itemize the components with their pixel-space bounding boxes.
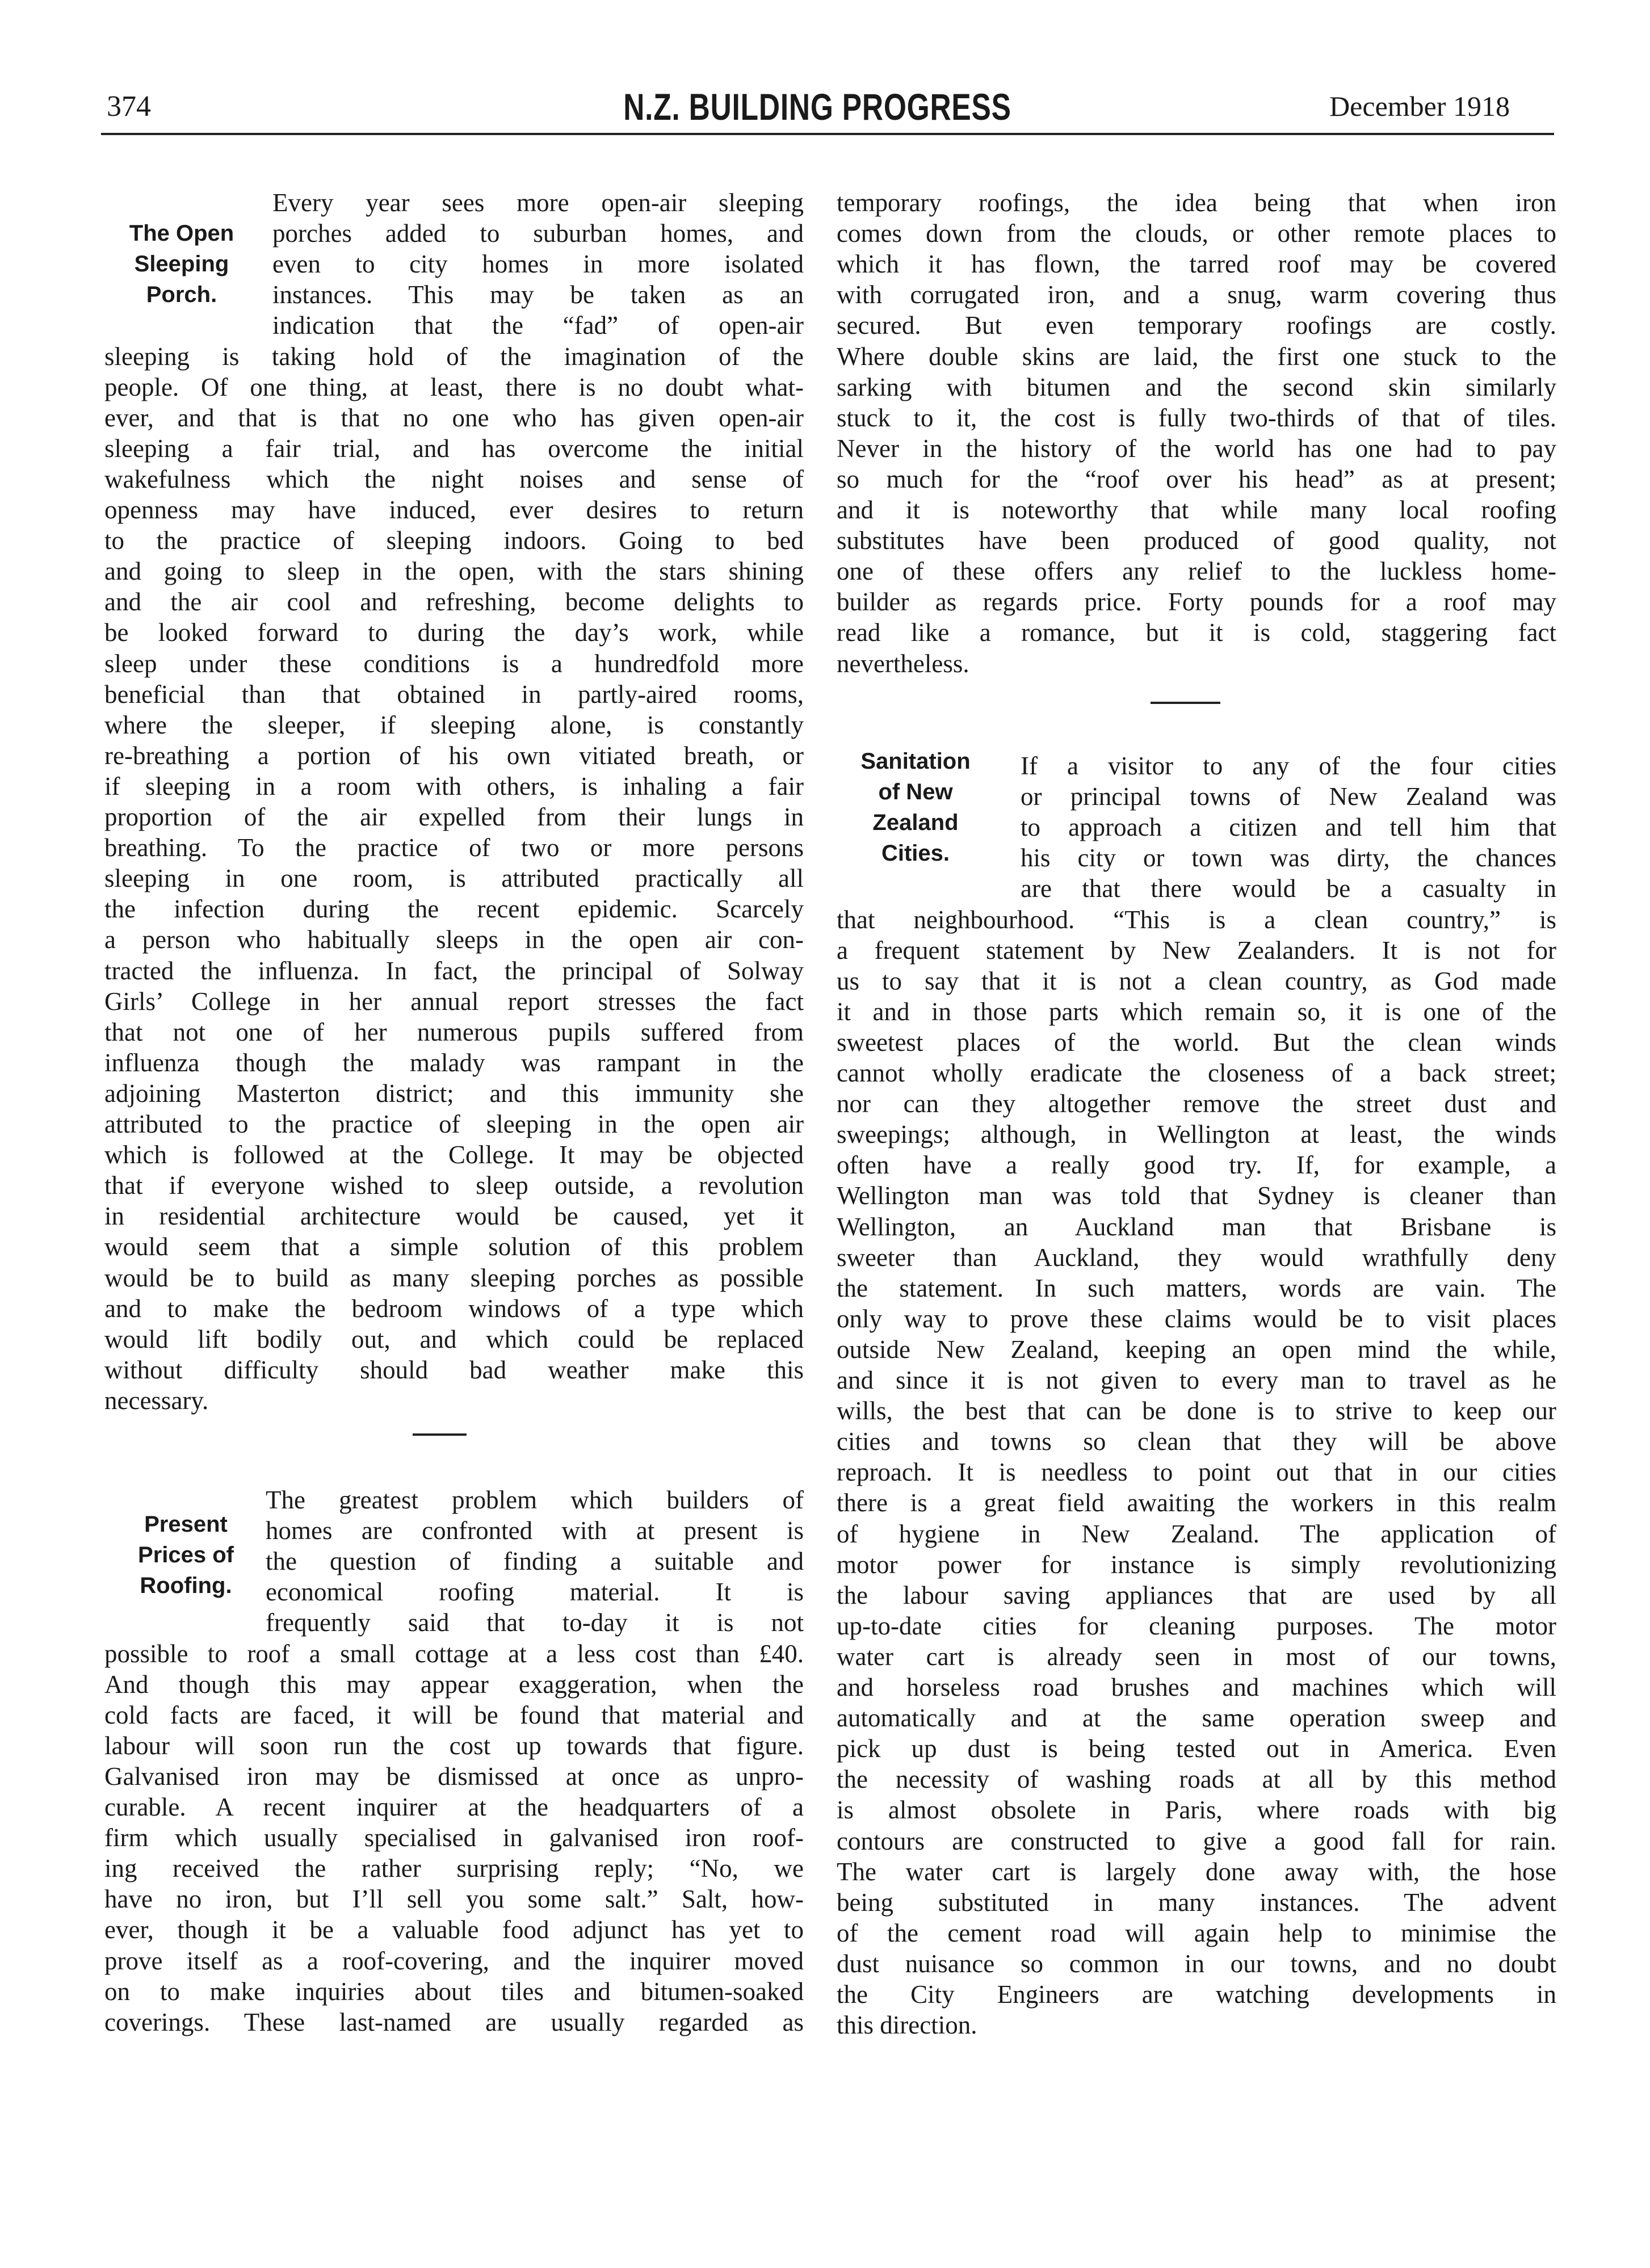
page-number: 374 <box>107 90 151 123</box>
text-line: the City Engineers are watching developments in <box>837 1980 1556 2009</box>
text-line: influenza though the malady was rampant in the <box>104 1048 804 1077</box>
text-line: to the practice of sleeping indoors. Going to bed <box>104 526 804 555</box>
heading-present-prices-of-roofing <box>111 1509 261 1601</box>
text-line: cities and towns so clean that they will be above <box>837 1427 1556 1456</box>
text-line: and horseless road brushes and machines which will <box>837 1673 1556 1701</box>
text-line: the infection during the recent epidemic. Scarcely <box>104 895 804 924</box>
text-line: it and in those parts which remain so, it is one of the <box>837 997 1556 1026</box>
text-line: would seem that a simple solution of this problem <box>104 1232 804 1261</box>
text-line: Wellington man was told that Sydney is cleaner than <box>837 1181 1556 1210</box>
text-line: read like a romance, but it is cold, staggering fact <box>837 618 1556 647</box>
text-line: where the sleeper, if sleeping alone, is constantly <box>104 710 804 739</box>
text-line: sweeter than Auckland, they would wrathfully deny <box>837 1243 1556 1272</box>
text-line: The water cart is largely done away with, the hose <box>837 1857 1556 1886</box>
text-line: people. Of one thing, at least, there is no doubt what- <box>104 372 804 401</box>
text-line: nevertheless. <box>837 649 969 678</box>
text-line: curable. A recent inquirer at the headquarters of a <box>104 1793 804 1821</box>
text-line: without difficulty should bad weather make this <box>104 1355 804 1384</box>
heading-line: of New <box>878 779 953 804</box>
heading-line: Present <box>144 1512 228 1537</box>
text-line: that neighbourhood. “This is a clean country,” is <box>837 905 1556 934</box>
text-line: builder as regards price. Forty pounds for a roof may <box>837 588 1556 617</box>
text-line: Galvanised iron may be dismissed at once as unpro- <box>104 1762 804 1791</box>
text-line: wills, the best that can be done is to strive to keep our <box>837 1397 1556 1426</box>
text-line: Every year sees more open-air sleeping <box>272 188 804 217</box>
text-line: that if everyone wished to sleep outside, a revolution <box>104 1171 804 1200</box>
heading-line: Prices of <box>138 1542 234 1567</box>
text-line: the question of finding a suitable and <box>266 1547 804 1576</box>
text-line: ing received the rather surprising reply; “No, we <box>104 1854 804 1883</box>
text-line: motor power for instance is simply revolutionizing <box>837 1550 1556 1579</box>
text-line: reproach. It is needless to point out that in our cities <box>837 1458 1556 1487</box>
text-line: are that there would be a casualty in <box>1021 874 1556 903</box>
header-rule <box>101 133 1554 135</box>
text-line: openness may have induced, ever desires to return <box>104 496 804 524</box>
text-line: labour will soon run the cost up towards that figure. <box>104 1731 804 1760</box>
text-line: sweepings; although, in Wellington at least, the winds <box>837 1120 1556 1149</box>
text-line: up-to-date cities for cleaning purposes. The motor <box>837 1611 1556 1640</box>
text-line: water cart is already seen in most of our towns, <box>837 1642 1556 1671</box>
text-line: with corrugated iron, and a snug, warm covering thus <box>837 280 1556 309</box>
text-line: the statement. In such matters, words are vain. The <box>837 1273 1556 1302</box>
text-line: only way to prove these claims would be to visit places <box>837 1304 1556 1333</box>
text-line: The greatest problem which builders of <box>266 1486 804 1514</box>
text-line: comes down from the clouds, or other remote places to <box>837 219 1556 248</box>
text-line: firm which usually specialised in galvanised iron roof- <box>104 1823 804 1852</box>
text-line: and going to sleep in the open, with the stars shining <box>104 557 804 586</box>
text-line: indication that the “fad” of open-air <box>272 311 804 340</box>
text-line: economical roofing material. It is <box>266 1578 804 1607</box>
heading-line: Porch. <box>146 282 217 307</box>
text-line: of hygiene in New Zealand. The application of <box>837 1519 1556 1548</box>
text-line: a frequent statement by New Zealanders. It is not for <box>837 936 1556 965</box>
text-line: necessary. <box>104 1386 209 1415</box>
publication-title: N.Z. BUILDING PROGRESS <box>623 86 1011 128</box>
text-line: wakefulness which the night noises and sense of <box>104 464 804 493</box>
heading-line: Roofing. <box>140 1573 232 1598</box>
text-line: possible to roof a small cottage at a less cost than £40. <box>104 1639 804 1668</box>
text-line: of the cement road will again help to minimise the <box>837 1918 1556 1947</box>
heading-line: Sanitation <box>860 749 971 774</box>
text-line: there is a great field awaiting the workers in this realm <box>837 1489 1556 1517</box>
text-line: us to say that it is not a clean country, as God made <box>837 966 1556 995</box>
text-line: to approach a citizen and tell him that <box>1021 813 1556 842</box>
text-line: ever, and that is that no one who has given open-air <box>104 403 804 432</box>
text-line: re-breathing a portion of his own vitiated breath, or <box>104 741 804 770</box>
text-line: would lift bodily out, and which could be replaced <box>104 1324 804 1353</box>
text-line: outside New Zealand, keeping an open mind the while, <box>837 1335 1556 1364</box>
text-line: this direction. <box>837 2011 977 2040</box>
text-line: automatically and at the same operation sweep and <box>837 1704 1556 1733</box>
text-line: even to city homes in more isolated <box>272 250 804 279</box>
text-line: cannot wholly eradicate the closeness of a back street; <box>837 1059 1556 1087</box>
text-line: adjoining Masterton district; and this immunity she <box>104 1079 804 1108</box>
text-line: If a visitor to any of the four cities <box>1021 752 1556 780</box>
text-line: frequently said that to-day it is not <box>266 1608 804 1637</box>
text-line: sleep under these conditions is a hundredfold more <box>104 649 804 678</box>
text-line: attributed to the practice of sleeping in the open air <box>104 1110 804 1138</box>
text-line: and since it is not given to every man to travel as he <box>837 1366 1556 1394</box>
section-divider <box>1151 702 1220 704</box>
text-line: breathing. To the practice of two or more persons <box>104 833 804 862</box>
text-line: on to make inquiries about tiles and bitumen-soaked <box>104 1977 804 2006</box>
heading-line: Cities. <box>881 841 950 866</box>
text-line: instances. This may be taken as an <box>272 280 804 309</box>
text-line: Wellington, an Auckland man that Brisbane is <box>837 1212 1556 1241</box>
text-line: ever, though it be a valuable food adjunct has yet to <box>104 1915 804 1944</box>
text-line: which is followed at the College. It may be objected <box>104 1141 804 1169</box>
text-line: often have a really good try. If, for example, a <box>837 1151 1556 1180</box>
text-line: cold facts are faced, it will be found that material and <box>104 1700 804 1729</box>
text-line: sleeping a fair trial, and has overcome the initial <box>104 434 804 463</box>
text-line: Where double skins are laid, the first one stuck to the <box>837 342 1556 371</box>
text-line: proportion of the air expelled from their lungs in <box>104 803 804 831</box>
text-line: that not one of her numerous pupils suffered from <box>104 1017 804 1046</box>
text-line: stuck to it, the cost is fully two-thirds of that of tiles. <box>837 403 1556 432</box>
text-line: beneficial than that obtained in partly-aired rooms, <box>104 680 804 709</box>
text-line: sweetest places of the world. But the clean winds <box>837 1028 1556 1057</box>
text-line: and to make the bedroom windows of a type which <box>104 1294 804 1323</box>
text-line: sleeping in one room, is attributed practically all <box>104 864 804 893</box>
text-line: secured. But even temporary roofings are costly. <box>837 311 1556 340</box>
text-line: dust nuisance so common in our towns, and no doubt <box>837 1949 1556 1978</box>
text-line: contours are constructed to give a good fall for rain. <box>837 1826 1556 1855</box>
text-line: one of these offers any relief to the luckless home- <box>837 557 1556 586</box>
text-line: sarking with bitumen and the second skin similarly <box>837 372 1556 401</box>
text-line: which it has flown, the tarred roof may be covered <box>837 250 1556 279</box>
heading-open-sleeping-porch <box>105 218 258 310</box>
text-line: have no iron, but I’ll sell you some salt.” Salt, how- <box>104 1885 804 1914</box>
text-line: and the air cool and refreshing, become delights to <box>104 588 804 617</box>
text-line: in residential architecture would be caused, yet it <box>104 1202 804 1231</box>
text-line: and it is noteworthy that while many local roofing <box>837 496 1556 524</box>
text-line: his city or town was dirty, the chances <box>1021 844 1556 873</box>
heading-sanitation-nz-cities <box>839 746 992 869</box>
text-line: is almost obsolete in Paris, where roads with big <box>837 1796 1556 1825</box>
text-line: homes are confronted with at present is <box>266 1516 804 1545</box>
text-line: being substituted in many instances. The advent <box>837 1888 1556 1917</box>
text-line: a person who habitually sleeps in the open air con- <box>104 925 804 954</box>
text-line: prove itself as a roof-covering, and the inquirer moved <box>104 1946 804 1975</box>
text-line: porches added to suburban homes, and <box>272 219 804 248</box>
text-line: if sleeping in a room with others, is inhaling a fair <box>104 772 804 800</box>
text-line: coverings. These last-named are usually regarded as <box>104 2007 804 2036</box>
heading-line: Zealand <box>872 810 959 835</box>
text-line: be looked forward to during the day’s work, while <box>104 618 804 647</box>
text-line: sleeping is taking hold of the imagination of the <box>104 342 804 371</box>
text-line: And though this may appear exaggeration, when the <box>104 1670 804 1699</box>
text-line: would be to build as many sleeping porches as possible <box>104 1263 804 1292</box>
section-divider <box>413 1433 467 1436</box>
text-line: nor can they altogether remove the street dust and <box>837 1089 1556 1118</box>
text-line: the labour saving appliances that are used by all <box>837 1581 1556 1609</box>
heading-line: Sleeping <box>134 251 229 276</box>
text-line: Never in the history of the world has one had to pay <box>837 434 1556 463</box>
text-line: Girls’ College in her annual report stresses the fact <box>104 987 804 1016</box>
text-line: temporary roofings, the idea being that when iron <box>837 188 1556 217</box>
text-line: substitutes have been produced of good quality, not <box>837 526 1556 555</box>
issue-date: December 1918 <box>1329 90 1510 122</box>
text-line: so much for the “roof over his head” as at present; <box>837 464 1556 493</box>
text-line: pick up dust is being tested out in America. Even <box>837 1734 1556 1763</box>
heading-line: The Open <box>129 221 234 246</box>
text-line: or principal towns of New Zealand was <box>1021 782 1556 811</box>
text-line: the necessity of washing roads at all by this method <box>837 1765 1556 1794</box>
text-line: tracted the influenza. In fact, the principal of Solway <box>104 956 804 985</box>
